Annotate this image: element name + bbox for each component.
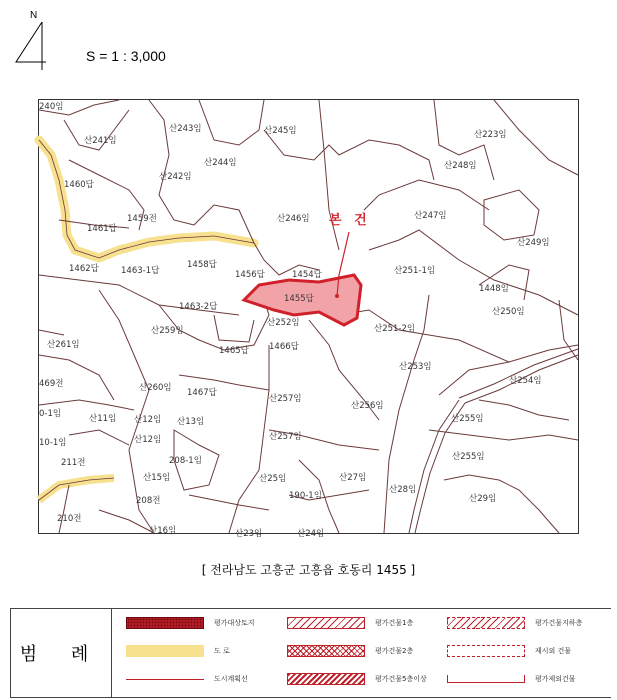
parcel-label: 산25임 — [259, 474, 287, 484]
parcel-line — [129, 390, 154, 533]
parcel-label: 산252임 — [267, 318, 300, 328]
legend-item — [126, 615, 255, 631]
legend-item — [126, 643, 230, 659]
legend-item-label: 평가제외건물 — [535, 675, 576, 683]
legend-item-label: 도 로 — [214, 647, 230, 655]
legend-item — [126, 671, 248, 687]
parcel-label: 산251-1임 — [394, 266, 436, 276]
legend-item — [447, 671, 576, 687]
legend-item-label: 평가건물5층이상 — [375, 675, 427, 683]
legend-swatch-bracket — [447, 675, 525, 683]
parcel-label: 1467답 — [187, 388, 217, 398]
parcel-label: 산223임 — [474, 130, 507, 140]
parcel-line — [484, 190, 539, 240]
legend-swatch-hatch5 — [287, 673, 365, 685]
parcel-label: 240임 — [39, 102, 64, 112]
parcel-label: 산16임 — [149, 526, 177, 536]
parcel-line — [99, 510, 154, 533]
parcel-label: 산257임 — [269, 432, 302, 442]
parcel-label: 산24임 — [297, 529, 325, 539]
parcel-label: 1462답 — [69, 264, 99, 274]
parcel-label: 10-1임 — [39, 438, 67, 448]
parcel-label: 1458답 — [187, 260, 217, 270]
parcel-label: 산241임 — [84, 136, 117, 146]
parcel-line — [364, 180, 489, 210]
parcel-label: 산29임 — [469, 494, 497, 504]
parcel-line — [229, 345, 269, 533]
parcel-label: 산23임 — [235, 529, 263, 539]
legend-item — [447, 643, 571, 659]
parcel-label: 산246임 — [277, 214, 310, 224]
parcel-line — [189, 495, 269, 510]
map-caption: [ 전라남도 고흥군 고흥읍 호동리 1455 ] — [201, 563, 416, 577]
legend-title: 범 례 — [11, 609, 112, 697]
parcel-line — [149, 100, 194, 225]
parcel-label: 산261임 — [47, 340, 80, 350]
legend-swatch-road — [126, 645, 204, 657]
subject-label: 본 건 — [329, 213, 371, 228]
parcel-label: 208전 — [136, 496, 161, 506]
parcel-line — [69, 430, 129, 445]
parcel-label: 1459전 — [127, 214, 157, 224]
parcel-label: 산242임 — [159, 172, 192, 182]
parcel-label: 1465답 — [219, 346, 249, 356]
legend-item-label: 평가건물지하층 — [535, 619, 583, 627]
parcel-label: 211전 — [61, 458, 86, 468]
parcel-label: 산255임 — [452, 452, 485, 462]
legend — [10, 608, 611, 698]
legend-swatch-line — [126, 679, 204, 680]
parcel-line — [559, 300, 578, 360]
parcel-label: 산251-2임 — [374, 324, 416, 334]
parcel-label: 산13임 — [177, 417, 205, 427]
subject-marker — [335, 294, 339, 298]
parcel-label: 1460답 — [64, 180, 94, 190]
parcel-label: 산257임 — [269, 394, 302, 404]
legend-swatch-red-dots — [126, 617, 204, 629]
parcel-label: 산243임 — [169, 124, 202, 134]
parcel-label: 1463-1답 — [121, 266, 160, 276]
legend-item-label: 도시계획선 — [214, 675, 248, 683]
parcel-label: 산250임 — [492, 307, 525, 317]
legend-swatch-hatch1 — [287, 617, 365, 629]
cadastral-map — [38, 99, 579, 539]
parcel-line — [214, 315, 254, 342]
parcel-line — [429, 430, 578, 440]
parcel-label: 산27임 — [339, 473, 367, 483]
legend-item — [447, 615, 582, 631]
parcel-label: 산256임 — [351, 401, 384, 411]
parcel-label: 산247임 — [414, 211, 447, 221]
parcel-line — [59, 485, 69, 533]
parcel-label: 산259임 — [151, 326, 184, 336]
parcel-label: 469전 — [39, 379, 64, 389]
parcel-label: 0-1임 — [39, 409, 62, 419]
parcel-label: 1448임 — [479, 284, 509, 294]
parcel-line — [444, 475, 559, 533]
legend-swatch-cross — [287, 645, 365, 657]
parcel-line — [99, 290, 149, 390]
parcel-label: 210전 — [57, 514, 82, 524]
parcel-line — [399, 330, 509, 362]
parcel-line — [199, 100, 264, 145]
legend-item-label: 평가건물1층 — [375, 619, 414, 627]
parcel-label: 산12임 — [134, 435, 162, 445]
parcel-label: 1461답 — [87, 224, 117, 234]
legend-item — [287, 615, 413, 631]
parcel-line — [39, 330, 64, 335]
legend-item-label: 평가건물2층 — [375, 647, 414, 655]
legend-item-label: 제시외 건물 — [535, 647, 572, 655]
road — [39, 478, 114, 500]
north-label: N — [30, 10, 38, 21]
parcel-label: 산15임 — [143, 473, 171, 483]
parcel-label: 1466답 — [269, 342, 299, 352]
parcel-labels — [39, 101, 550, 539]
parcel-label: 산249임 — [517, 238, 550, 248]
parcel-label: 산245임 — [264, 126, 297, 136]
parcel-line — [39, 355, 114, 400]
parcel-label: 1456답 — [235, 270, 265, 280]
parcel-label: 1463-2답 — [179, 302, 218, 312]
parcel-line — [264, 130, 434, 180]
parcel-line — [324, 150, 339, 250]
map-canvas — [39, 100, 578, 539]
parcel-label: 산255임 — [451, 414, 484, 424]
parcel-label: 산11임 — [89, 414, 117, 424]
parcel-label: 산260임 — [139, 383, 172, 393]
parcel-line — [319, 100, 324, 150]
parcel-label: 산28임 — [389, 485, 417, 495]
parcel-label: 산244임 — [204, 158, 237, 168]
parcel-label: 1454답 — [292, 270, 322, 280]
legend-swatch-dash — [447, 645, 525, 657]
parcel-line — [479, 265, 529, 300]
scale-label: S = 1 : 3,000 — [86, 48, 166, 64]
parcel-label: 산254임 — [509, 376, 542, 386]
legend-swatch-hatch-b — [447, 617, 525, 629]
parcel-line — [479, 400, 569, 420]
parcel-label: 산248임 — [444, 161, 477, 171]
parcel-label: 산253임 — [399, 362, 432, 372]
legend-item-label: 평가대상토지 — [214, 619, 255, 627]
parcel-label: 208-1임 — [169, 456, 202, 466]
parcel-label: 산12임 — [134, 415, 162, 425]
legend-item — [287, 671, 427, 687]
parcel-label: 190-1임 — [289, 491, 322, 501]
parcel-label: 1455답 — [284, 294, 314, 304]
parcel-line — [439, 345, 578, 395]
legend-item — [287, 643, 413, 659]
stream — [459, 349, 578, 398]
